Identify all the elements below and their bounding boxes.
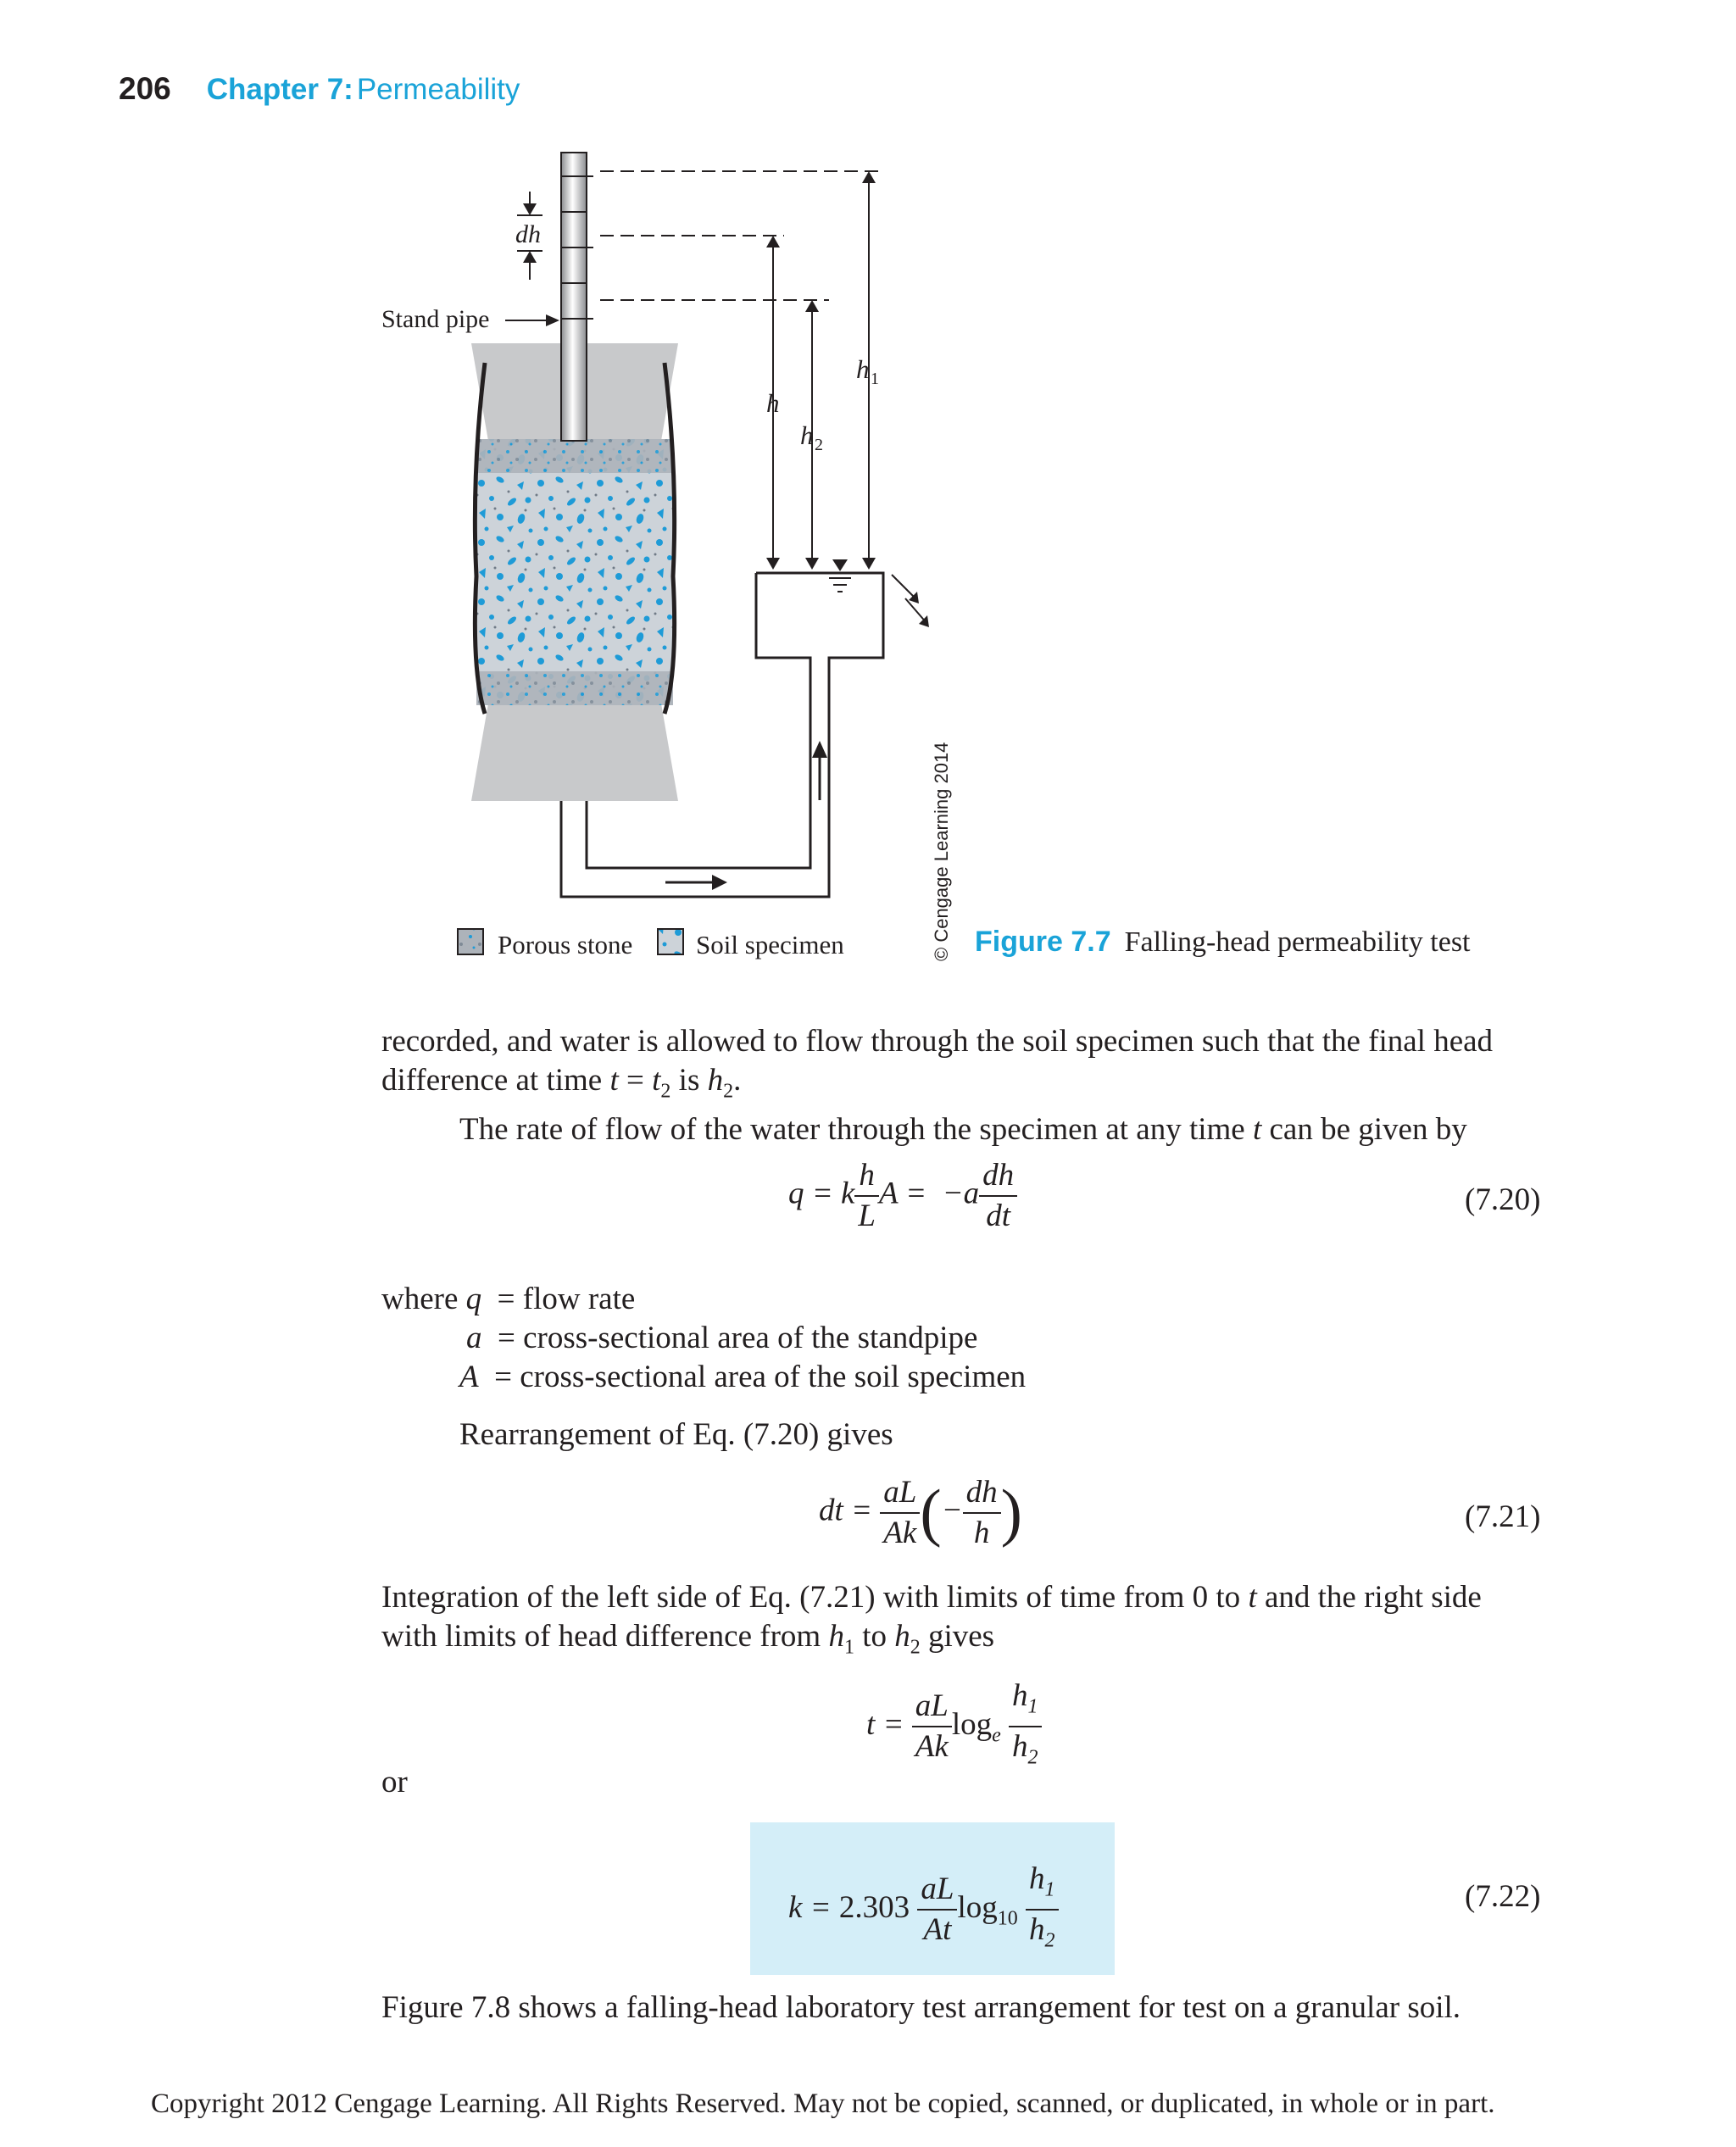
equation-7-22: k = 2.303 $\frac{aL}{At}$ $\log_{10}$ $\frac{h_1}{h_2}$ — [788, 1861, 1059, 1959]
h2-subscript: 2 — [815, 436, 823, 454]
soil-specimen-swatch — [658, 929, 683, 954]
or-text: or — [381, 1765, 408, 1799]
h-label: h — [766, 388, 780, 418]
copyright-footer: Copyright 2012 Cengage Learning. All Rights Reserved. May not be copied, scanned, or duplicated, in whole or in part. — [151, 2089, 1495, 2119]
log-e: log — [951, 1706, 993, 1742]
figure-label: Figure 7.7 — [975, 926, 1111, 958]
paragraph-2: The rate of flow of the water through the specimen at any time t can be given by — [459, 1112, 1467, 1148]
definition-A: A = cross-sectional area of the soil specimen — [459, 1360, 1027, 1394]
paragraph-1-line-1: recorded, and water is allowed to flow through the soil specimen such that the final head — [381, 1024, 1494, 1059]
integration-paragraph — [381, 1578, 1560, 1666]
paragraph-1 — [381, 1022, 1551, 1149]
log-10: log — [957, 1889, 998, 1925]
coefficient: 2.303 — [838, 1889, 910, 1925]
definition-q: where q = flow rate — [381, 1282, 636, 1316]
definitions — [381, 1280, 1483, 1397]
legend-soil-specimen: Soil specimen — [696, 930, 844, 959]
equation-7-22-number: (7.22) — [1465, 1879, 1541, 1914]
integration-line-2: with limits of head difference from $h_1$ to $h_2$ gives — [381, 1619, 995, 1659]
definition-a: a = cross-sectional area of the standpipe — [466, 1321, 978, 1355]
figure-copyright: © Cengage Learning 2014 — [931, 742, 952, 961]
rearrangement-text: Rearrangement of Eq. (7.20) gives — [459, 1417, 893, 1452]
equation-7-21: dt = $\frac{aL}{Ak}$ (− $\frac{dh}{h}$ ) — [819, 1475, 1022, 1550]
chapter-label: Chapter 7: — [206, 73, 353, 106]
equation-t: t = $\frac{aL}{Ak}$ $\log_e$ $\frac{h_1}{h_2}$ — [866, 1678, 1042, 1776]
figure-caption-text: Falling-head permeability test — [1124, 926, 1471, 958]
stand-pipe-label: Stand pipe — [381, 305, 490, 333]
legend-porous-stone: Porous stone — [498, 930, 633, 959]
falling-head-diagram — [0, 0, 1736, 1000]
h1-subscript: 1 — [871, 370, 879, 388]
equation-7-20: q = k $\frac{h}{L}$ A = −a $\frac{dh}{dt}$ — [788, 1158, 1017, 1234]
integration-line-1: Integration of the left side of Eq. (7.21) with limits of time from 0 to t and the right side — [381, 1580, 1482, 1615]
porous-stone-swatch — [458, 929, 483, 954]
dh-label: dh — [515, 220, 541, 248]
equation-7-20-number: (7.20) — [1465, 1182, 1541, 1217]
figure-caption — [975, 926, 1471, 959]
page-number: 206 — [119, 71, 171, 106]
equation-7-21-number: (7.21) — [1465, 1499, 1541, 1534]
chapter-title: Permeability — [356, 73, 520, 106]
h1-label: h — [856, 354, 870, 384]
h2-label: h — [800, 420, 814, 450]
paragraph-1-line-2: difference at time $t = t_2$ is $h_2$. — [381, 1063, 742, 1103]
closing-sentence: Figure 7.8 shows a falling-head laboratory test arrangement for test on a granular soil. — [381, 1990, 1461, 2025]
